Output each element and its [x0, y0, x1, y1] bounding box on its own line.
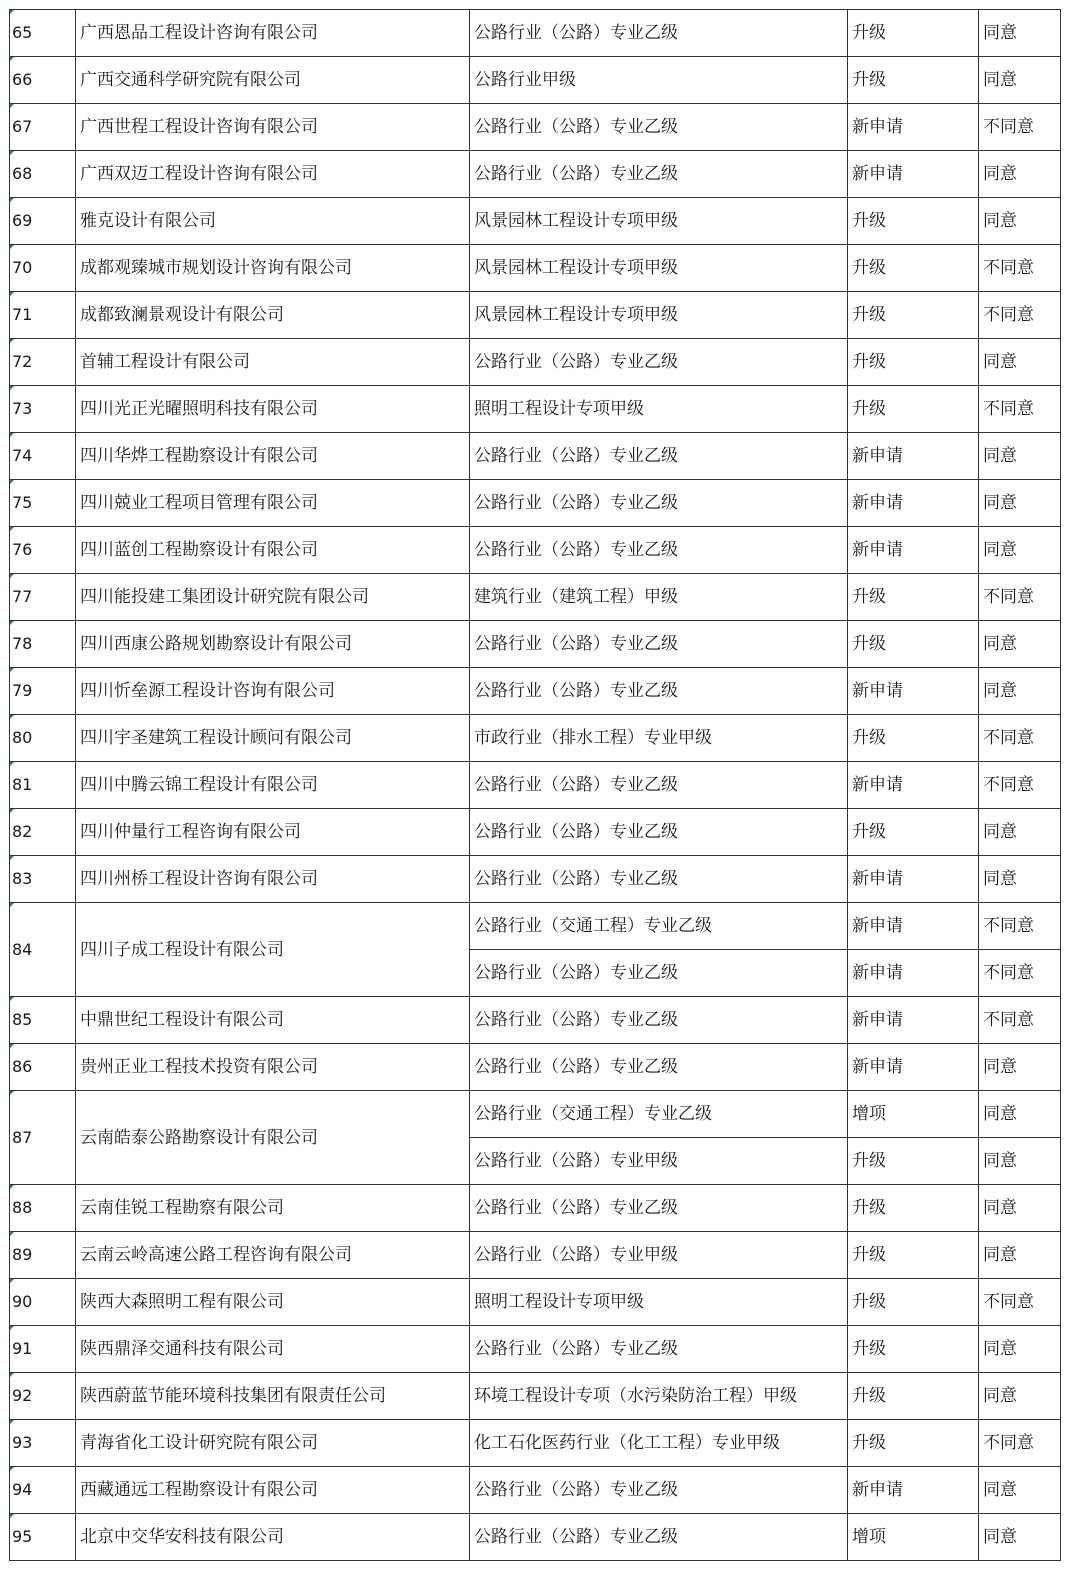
table-row — [10, 1279, 1061, 1326]
table-row — [10, 903, 1061, 950]
review-result-cell: 同意 — [979, 527, 1061, 574]
company-name-cell: 四川州桥工程设计咨询有限公司 — [76, 856, 470, 903]
row-number-cell: 90 — [10, 1279, 76, 1326]
qualification-cell: 公路行业（公路）专业乙级 — [470, 668, 848, 715]
table-row — [10, 809, 1061, 856]
row-number-cell: 72 — [10, 339, 76, 386]
application-type-cell: 升级 — [848, 292, 979, 339]
company-name-cell: 陕西蔚蓝节能环境科技集团有限责任公司 — [76, 1373, 470, 1420]
application-type-cell: 升级 — [848, 1326, 979, 1373]
company-name-cell: 四川仲量行工程咨询有限公司 — [76, 809, 470, 856]
qualification-cell: 化工石化医药行业（化工工程）专业甲级 — [470, 1420, 848, 1467]
review-result-cell: 同意 — [979, 1232, 1061, 1279]
company-name-cell: 北京中交华安科技有限公司 — [76, 1514, 470, 1561]
review-result-cell: 不同意 — [979, 1420, 1061, 1467]
review-result-cell: 不同意 — [979, 997, 1061, 1044]
review-result-cell: 不同意 — [979, 292, 1061, 339]
qualification-cell: 公路行业（公路）专业乙级 — [470, 621, 848, 668]
review-result-cell: 同意 — [979, 668, 1061, 715]
review-result-cell: 同意 — [979, 1467, 1061, 1514]
company-name-cell: 四川子成工程设计有限公司 — [76, 903, 470, 997]
table-row — [10, 57, 1061, 104]
application-type-cell: 新申请 — [848, 433, 979, 480]
company-name-cell: 四川宇圣建筑工程设计顾问有限公司 — [76, 715, 470, 762]
application-type-cell: 升级 — [848, 809, 979, 856]
row-number-cell: 87 — [10, 1091, 76, 1185]
application-type-cell: 新申请 — [848, 1044, 979, 1091]
review-result-cell: 同意 — [979, 621, 1061, 668]
review-results-table — [9, 9, 1061, 1561]
qualification-cell: 照明工程设计专项甲级 — [470, 386, 848, 433]
application-type-cell: 新申请 — [848, 527, 979, 574]
qualification-cell: 公路行业（公路）专业乙级 — [470, 950, 848, 997]
review-result-cell: 同意 — [979, 57, 1061, 104]
company-name-cell: 四川中腾云锦工程设计有限公司 — [76, 762, 470, 809]
review-result-cell: 同意 — [979, 151, 1061, 198]
table-row — [10, 104, 1061, 151]
row-number-cell: 70 — [10, 245, 76, 292]
qualification-cell: 公路行业（公路）专业乙级 — [470, 1467, 848, 1514]
review-result-cell: 同意 — [979, 1091, 1061, 1138]
qualification-cell: 公路行业（公路）专业乙级 — [470, 10, 848, 57]
company-name-cell: 云南云岭高速公路工程咨询有限公司 — [76, 1232, 470, 1279]
review-result-cell: 不同意 — [979, 245, 1061, 292]
review-result-cell: 同意 — [979, 809, 1061, 856]
company-name-cell: 陕西大森照明工程有限公司 — [76, 1279, 470, 1326]
table-row — [10, 151, 1061, 198]
application-type-cell: 升级 — [848, 1232, 979, 1279]
row-number-cell: 81 — [10, 762, 76, 809]
review-result-cell: 不同意 — [979, 574, 1061, 621]
company-name-cell: 成都观臻城市规划设计咨询有限公司 — [76, 245, 470, 292]
review-result-cell: 同意 — [979, 339, 1061, 386]
row-number-cell: 88 — [10, 1185, 76, 1232]
table-row — [10, 386, 1061, 433]
table-row — [10, 1467, 1061, 1514]
review-result-cell: 不同意 — [979, 1279, 1061, 1326]
qualification-cell: 建筑行业（建筑工程）甲级 — [470, 574, 848, 621]
row-number-cell: 65 — [10, 10, 76, 57]
review-result-cell: 不同意 — [979, 762, 1061, 809]
row-number-cell: 77 — [10, 574, 76, 621]
row-number-cell: 94 — [10, 1467, 76, 1514]
row-number-cell: 83 — [10, 856, 76, 903]
row-number-cell: 93 — [10, 1420, 76, 1467]
row-number-cell: 66 — [10, 57, 76, 104]
company-name-cell: 雅克设计有限公司 — [76, 198, 470, 245]
review-result-cell: 同意 — [979, 1514, 1061, 1561]
company-name-cell: 广西双迈工程设计咨询有限公司 — [76, 151, 470, 198]
application-type-cell: 新申请 — [848, 903, 979, 950]
application-type-cell: 升级 — [848, 10, 979, 57]
company-name-cell: 四川西康公路规划勘察设计有限公司 — [76, 621, 470, 668]
application-type-cell: 新申请 — [848, 104, 979, 151]
table-row — [10, 1514, 1061, 1561]
application-type-cell: 新申请 — [848, 950, 979, 997]
application-type-cell: 升级 — [848, 715, 979, 762]
qualification-cell: 公路行业（公路）专业乙级 — [470, 997, 848, 1044]
company-name-cell: 云南佳锐工程勘察有限公司 — [76, 1185, 470, 1232]
company-name-cell: 四川能投建工集团设计研究院有限公司 — [76, 574, 470, 621]
row-number-cell: 75 — [10, 480, 76, 527]
qualification-cell: 环境工程设计专项（水污染防治工程）甲级 — [470, 1373, 848, 1420]
qualification-cell: 公路行业（交通工程）专业乙级 — [470, 1091, 848, 1138]
review-result-cell: 同意 — [979, 433, 1061, 480]
table-row — [10, 668, 1061, 715]
review-result-cell: 同意 — [979, 1044, 1061, 1091]
table-row — [10, 198, 1061, 245]
qualification-cell: 公路行业（公路）专业乙级 — [470, 1185, 848, 1232]
row-number-cell: 67 — [10, 104, 76, 151]
application-type-cell: 升级 — [848, 339, 979, 386]
table-row — [10, 621, 1061, 668]
application-type-cell: 升级 — [848, 1138, 979, 1185]
qualification-cell: 公路行业（公路）专业乙级 — [470, 809, 848, 856]
application-type-cell: 升级 — [848, 1420, 979, 1467]
row-number-cell: 82 — [10, 809, 76, 856]
qualification-cell: 公路行业（公路）专业乙级 — [470, 1326, 848, 1373]
company-name-cell: 中鼎世纪工程设计有限公司 — [76, 997, 470, 1044]
table-row — [10, 1232, 1061, 1279]
table-row — [10, 856, 1061, 903]
table-row — [10, 527, 1061, 574]
review-result-cell: 同意 — [979, 10, 1061, 57]
table-row — [10, 1373, 1061, 1420]
application-type-cell: 新申请 — [848, 762, 979, 809]
table-row — [10, 292, 1061, 339]
review-result-cell: 同意 — [979, 480, 1061, 527]
row-number-cell: 69 — [10, 198, 76, 245]
company-name-cell: 首辅工程设计有限公司 — [76, 339, 470, 386]
application-type-cell: 新申请 — [848, 997, 979, 1044]
qualification-cell: 公路行业甲级 — [470, 57, 848, 104]
application-type-cell: 升级 — [848, 574, 979, 621]
table-row — [10, 762, 1061, 809]
qualification-cell: 公路行业（公路）专业乙级 — [470, 151, 848, 198]
qualification-cell: 风景园林工程设计专项甲级 — [470, 245, 848, 292]
qualification-cell: 公路行业（公路）专业甲级 — [470, 1138, 848, 1185]
company-name-cell: 四川光正光曜照明科技有限公司 — [76, 386, 470, 433]
qualification-cell: 公路行业（公路）专业乙级 — [470, 104, 848, 151]
review-result-cell: 不同意 — [979, 903, 1061, 950]
company-name-cell: 四川忻垒源工程设计咨询有限公司 — [76, 668, 470, 715]
table-row — [10, 433, 1061, 480]
company-name-cell: 四川华烨工程勘察设计有限公司 — [76, 433, 470, 480]
table-row — [10, 10, 1061, 57]
application-type-cell: 新申请 — [848, 480, 979, 527]
company-name-cell: 贵州正业工程技术投资有限公司 — [76, 1044, 470, 1091]
application-type-cell: 升级 — [848, 198, 979, 245]
application-type-cell: 新申请 — [848, 856, 979, 903]
table-row — [10, 1044, 1061, 1091]
qualification-cell: 公路行业（公路）专业乙级 — [470, 480, 848, 527]
table-row — [10, 715, 1061, 762]
review-result-cell: 同意 — [979, 198, 1061, 245]
table-row — [10, 245, 1061, 292]
row-number-cell: 85 — [10, 997, 76, 1044]
review-result-cell: 同意 — [979, 1185, 1061, 1232]
review-result-cell: 不同意 — [979, 715, 1061, 762]
row-number-cell: 80 — [10, 715, 76, 762]
row-number-cell: 76 — [10, 527, 76, 574]
qualification-cell: 公路行业（公路）专业乙级 — [470, 433, 848, 480]
table-row — [10, 339, 1061, 386]
application-type-cell: 升级 — [848, 1279, 979, 1326]
application-type-cell: 新申请 — [848, 151, 979, 198]
qualification-cell: 风景园林工程设计专项甲级 — [470, 292, 848, 339]
application-type-cell: 升级 — [848, 386, 979, 433]
table-row — [10, 574, 1061, 621]
qualification-cell: 市政行业（排水工程）专业甲级 — [470, 715, 848, 762]
row-number-cell: 92 — [10, 1373, 76, 1420]
qualification-cell: 公路行业（交通工程）专业乙级 — [470, 903, 848, 950]
company-name-cell: 广西恩品工程设计咨询有限公司 — [76, 10, 470, 57]
application-type-cell: 升级 — [848, 245, 979, 292]
qualification-cell: 公路行业（公路）专业乙级 — [470, 762, 848, 809]
row-number-cell: 95 — [10, 1514, 76, 1561]
qualification-cell: 公路行业（公路）专业甲级 — [470, 1232, 848, 1279]
review-result-cell: 同意 — [979, 1326, 1061, 1373]
row-number-cell: 79 — [10, 668, 76, 715]
application-type-cell: 升级 — [848, 621, 979, 668]
qualification-cell: 风景园林工程设计专项甲级 — [470, 198, 848, 245]
table-row — [10, 480, 1061, 527]
table-row — [10, 1185, 1061, 1232]
table-row — [10, 1326, 1061, 1373]
review-result-cell: 同意 — [979, 1373, 1061, 1420]
application-type-cell: 新申请 — [848, 1467, 979, 1514]
table-row — [10, 1420, 1061, 1467]
table-body — [10, 10, 1061, 1561]
application-type-cell: 新申请 — [848, 668, 979, 715]
row-number-cell: 73 — [10, 386, 76, 433]
qualification-cell: 公路行业（公路）专业乙级 — [470, 1044, 848, 1091]
review-result-cell: 不同意 — [979, 386, 1061, 433]
qualification-cell: 公路行业（公路）专业乙级 — [470, 856, 848, 903]
row-number-cell: 71 — [10, 292, 76, 339]
review-result-cell: 不同意 — [979, 950, 1061, 997]
qualification-cell: 公路行业（公路）专业乙级 — [470, 1514, 848, 1561]
company-name-cell: 云南皓泰公路勘察设计有限公司 — [76, 1091, 470, 1185]
row-number-cell: 74 — [10, 433, 76, 480]
application-type-cell: 增项 — [848, 1514, 979, 1561]
application-type-cell: 升级 — [848, 57, 979, 104]
company-name-cell: 青海省化工设计研究院有限公司 — [76, 1420, 470, 1467]
company-name-cell: 陕西鼎泽交通科技有限公司 — [76, 1326, 470, 1373]
company-name-cell: 四川蓝创工程勘察设计有限公司 — [76, 527, 470, 574]
application-type-cell: 增项 — [848, 1091, 979, 1138]
company-name-cell: 广西交通科学研究院有限公司 — [76, 57, 470, 104]
review-result-cell: 同意 — [979, 1138, 1061, 1185]
table-row — [10, 1091, 1061, 1138]
row-number-cell: 68 — [10, 151, 76, 198]
row-number-cell: 84 — [10, 903, 76, 997]
table-row — [10, 997, 1061, 1044]
row-number-cell: 91 — [10, 1326, 76, 1373]
row-number-cell: 89 — [10, 1232, 76, 1279]
application-type-cell: 升级 — [848, 1373, 979, 1420]
company-name-cell: 西藏通远工程勘察设计有限公司 — [76, 1467, 470, 1514]
application-type-cell: 升级 — [848, 1185, 979, 1232]
review-result-cell: 同意 — [979, 856, 1061, 903]
row-number-cell: 86 — [10, 1044, 76, 1091]
qualification-cell: 公路行业（公路）专业乙级 — [470, 527, 848, 574]
review-result-cell: 不同意 — [979, 104, 1061, 151]
company-name-cell: 四川兢业工程项目管理有限公司 — [76, 480, 470, 527]
company-name-cell: 广西世程工程设计咨询有限公司 — [76, 104, 470, 151]
qualification-cell: 照明工程设计专项甲级 — [470, 1279, 848, 1326]
company-name-cell: 成都致澜景观设计有限公司 — [76, 292, 470, 339]
qualification-review-table — [9, 9, 1061, 1561]
qualification-cell: 公路行业（公路）专业乙级 — [470, 339, 848, 386]
row-number-cell: 78 — [10, 621, 76, 668]
